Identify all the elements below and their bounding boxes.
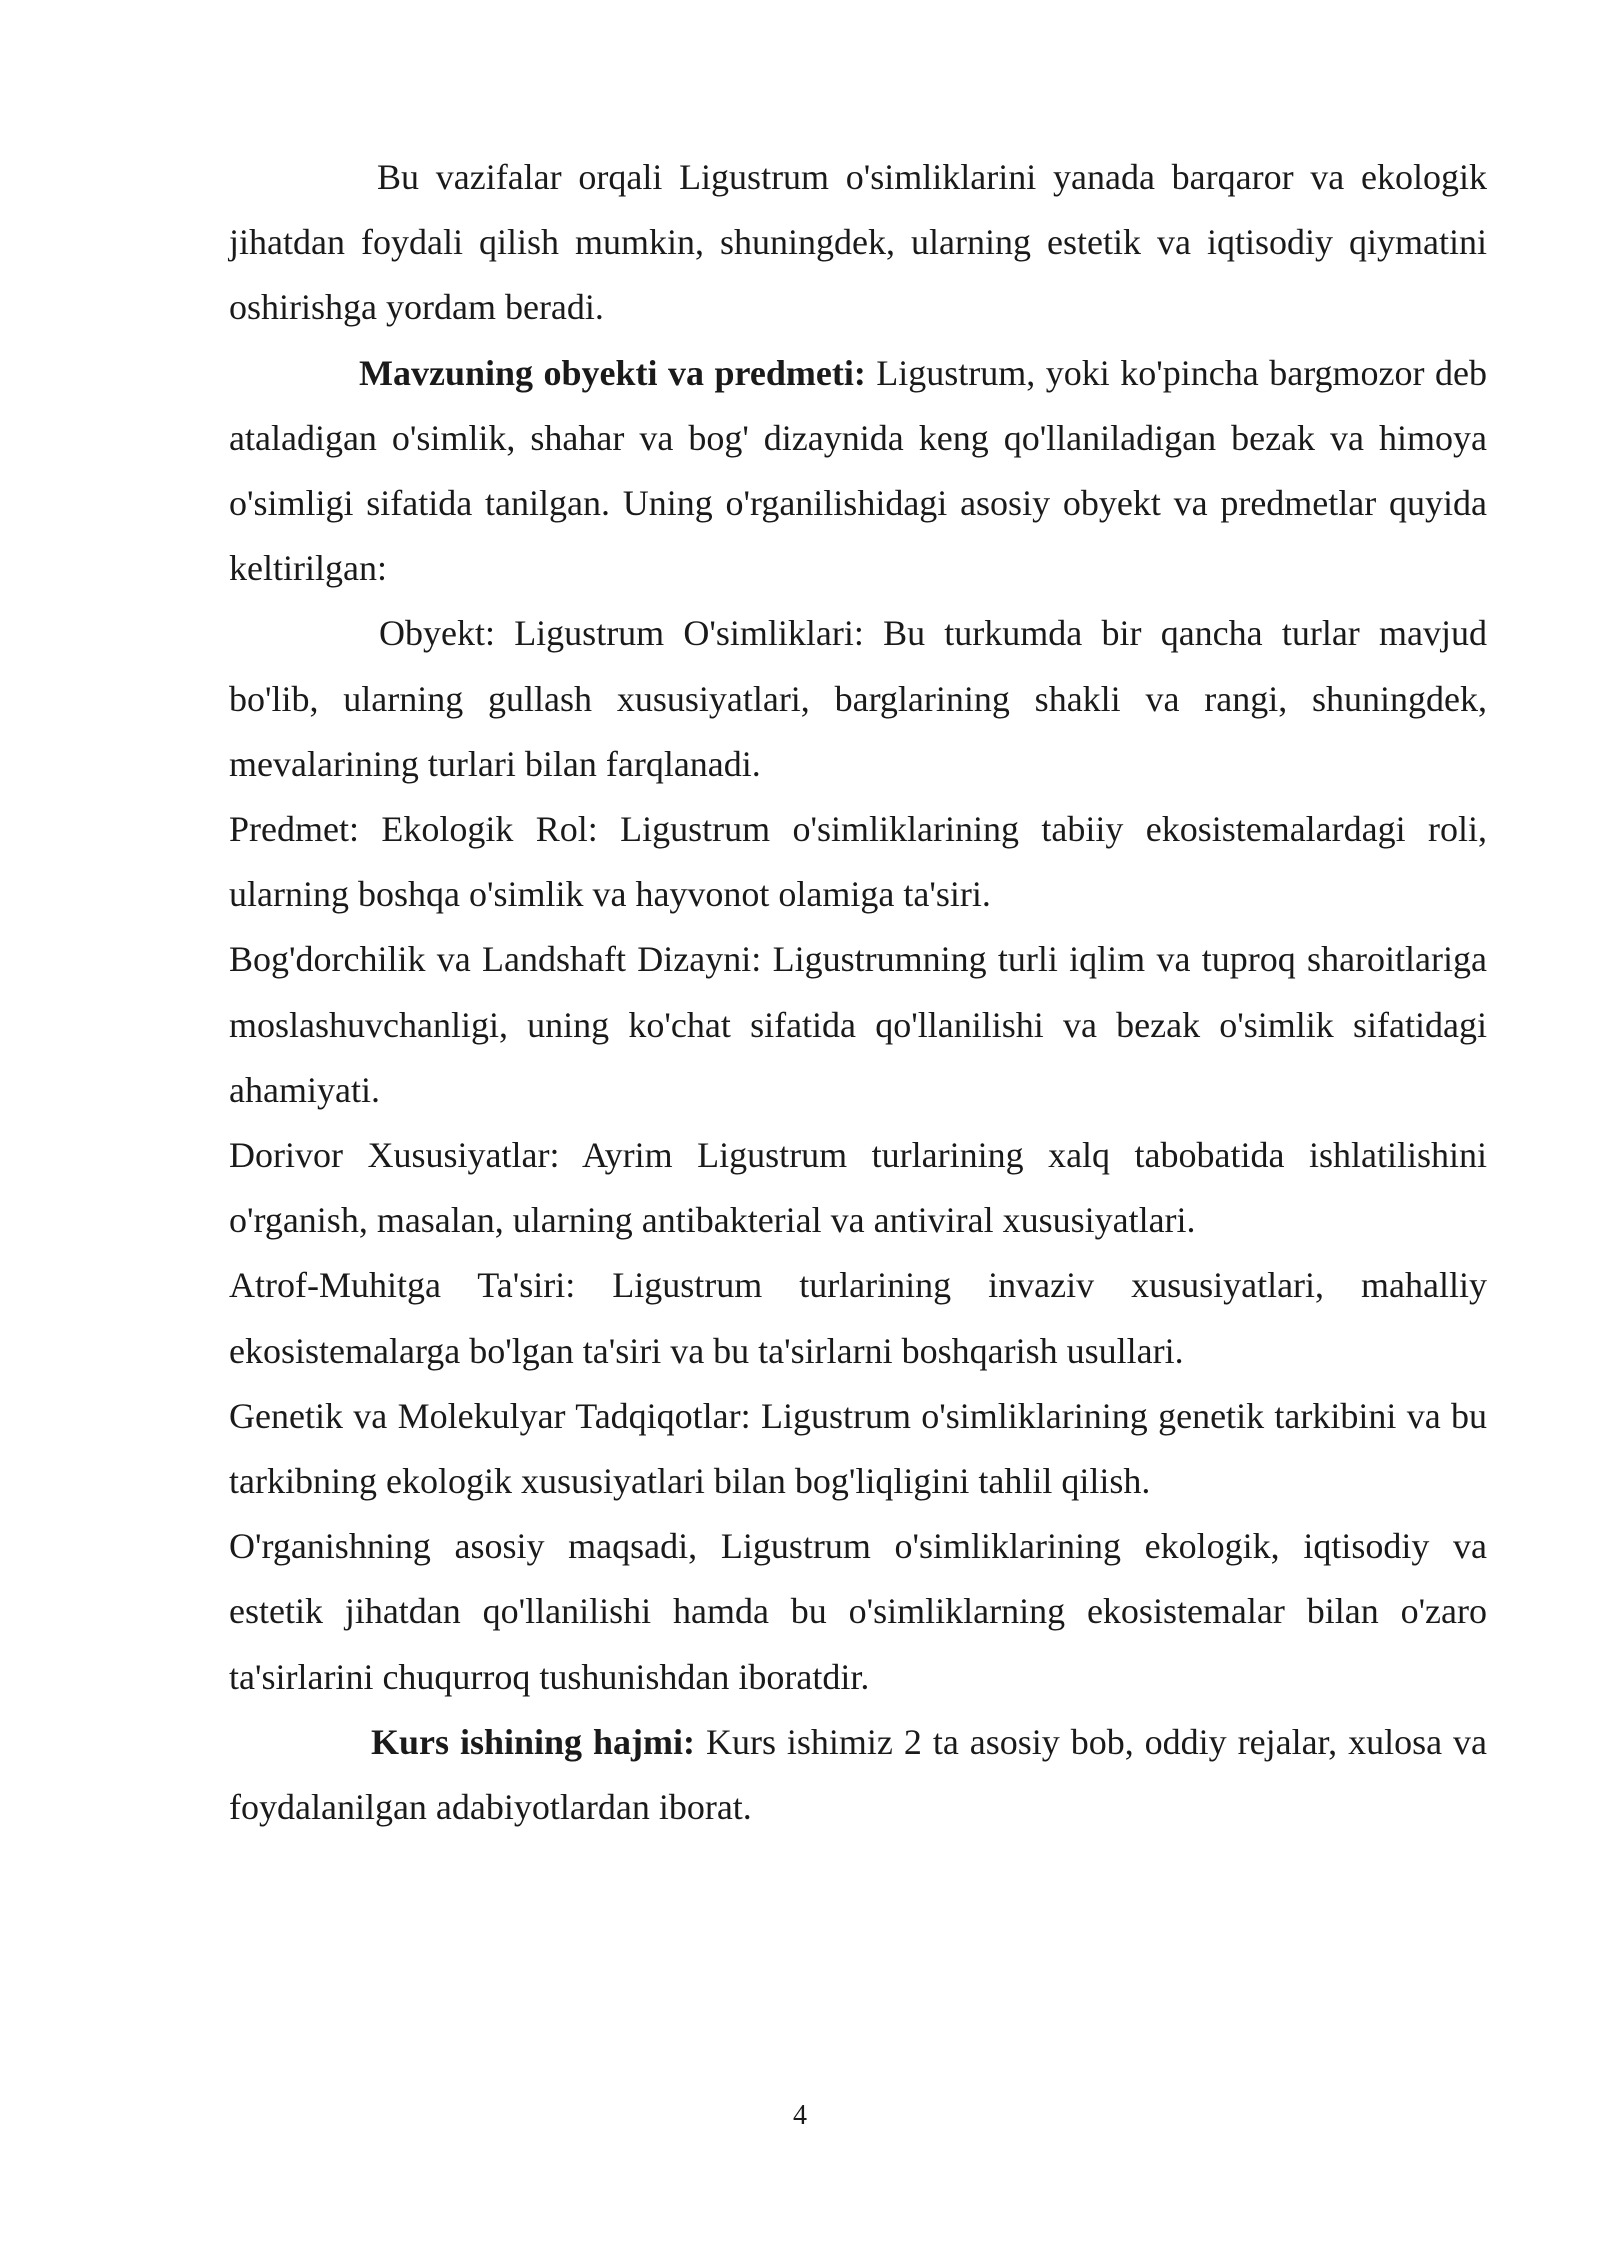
paragraph-subject-ecological-role: Predmet: Ekologik Rol: Ligustrum o'simliklarining tabiiy ekosistemalardagi roli, ularning boshqa o'simlik va hayvonot olamiga ta'siri. xyxy=(229,809,1487,915)
paragraph-environmental-impact: Atrof-Muhitga Ta'siri: Ligustrum turlarining invaziv xususiyatlari, mahalliy ekosistemalarga bo'lgan ta'siri va bu ta'sirlarni boshqarish usullari. xyxy=(229,1265,1487,1371)
paragraph-main-goal: O'rganishning asosiy maqsadi, Ligustrum o'simliklarining ekologik, iqtisodiy va estetik jihatdan qo'llanilishi hamda bu o'simliklarning ekosistemalar bilan o'zaro ta'sirlarini chuqurroq tushunishdan iboratdir. xyxy=(229,1526,1487,1697)
page-number: 4 xyxy=(793,2100,807,2131)
paragraph-tasks-summary: Bu vazifalar orqali Ligustrum o'simliklarini yanada barqaror va ekologik jihatdan foydali qilish mumkin, shuningdek, ularning estetik va iqtisodiy qiymatini oshirishga yordam beradi. xyxy=(229,157,1487,328)
paragraph-medicinal-properties: Dorivor Xususiyatlar: Ayrim Ligustrum turlarining xalq tabobatida ishlatilishini o'rganish, masalan, ularning antibakterial va antiviral xususiyatlari. xyxy=(229,1135,1487,1241)
paragraph-course-volume-text: Kurs ishimiz 2 ta asosiy bob, oddiy rejalar, xulosa va foydalanilgan adabiyotlardan iborat. xyxy=(229,1721,1487,1828)
paragraph-object-subject xyxy=(229,341,1487,602)
paragraph-object: Obyekt: Ligustrum O'simliklari: Bu turkumda bir qancha turlar mavjud bo'lib, ularning gullash xususiyatlari, barglarining shakli va rangi, shuningdek, mevalarining turlari bilan farqlanadi. xyxy=(229,613,1487,784)
paragraph-object-subject-text: Ligustrum, yoki ko'pincha bargmozor deb ataladigan o'simlik, shahar va bog' dizaynida keng qo'llaniladigan bezak va himoya o'simligi sifatida tanilgan. Uning o'rganilishidagi asosiy obyekt va predmetlar quyida keltirilgan: xyxy=(229,352,1487,589)
paragraph-genetic-research: Genetik va Molekulyar Tadqiqotlar: Ligustrum o'simliklarining genetik tarkibini va bu tarkibning ekologik xususiyatlari bilan bog'liqligini tahlil qilish. xyxy=(229,1395,1487,1502)
paragraph-course-volume xyxy=(229,1710,1487,1840)
heading-object-subject: Mavzuning obyekti va predmeti: xyxy=(359,352,866,393)
paragraph-landscape-design: Bog'dorchilik va Landshaft Dizayni: Ligustrumning turli iqlim va tuproq sharoitlariga moslashuvchanligi, uning ko'chat sifatida qo'llanilishi va bezak o'simlik sifatidagi ahamiyati. xyxy=(229,939,1487,1110)
heading-course-volume: Kurs ishining hajmi: xyxy=(371,1721,695,1762)
page-body xyxy=(229,145,1487,1840)
